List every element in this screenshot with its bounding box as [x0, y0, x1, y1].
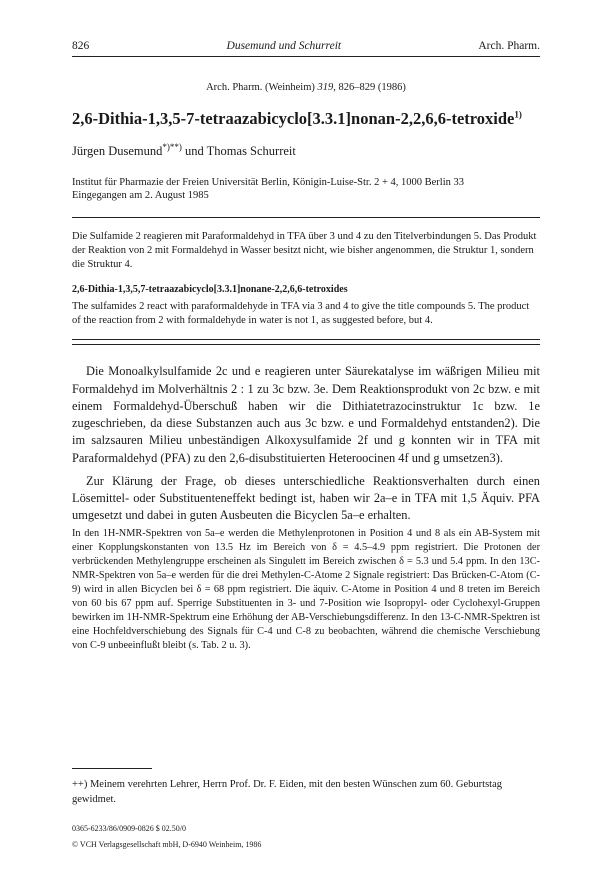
affiliation-address: Institut für Pharmazie der Freien Universität Berlin, Königin-Luise-Str. 2 + 4, 1000 Berlin 33 [72, 176, 465, 188]
journal-name: Arch. Pharm. [478, 40, 540, 52]
issn-line: 0365-6233/86/0909-0826 $ 02.50/0 [72, 824, 186, 834]
body-paragraph: Die Monoalkylsulfamide 2c und e reagieren unter Säurekatalyse im wäßrigen Milieu mit Formaldehyd im Molverhältnis 2 : 1 zu 3c bzw. 3e. Dem Reaktionsprodukt von 2c bzw. e mit einem Formaldehyd-Überschuß haben wir die Dithiatetrazocinstruktur 1c bzw. 1e zugeschrieben, da diese Substanzen auch aus 3c bzw. e und Formaldehyd entstanden2). Die im salzsauren Milieu unbeständigen Alkoxysulfamide 2f und g konnten wir in TFA mit Paraformaldehyd (PFA) zu den 2,6-disubstituierten Heteroocinen 4f und g umsetzen3). [72, 364, 540, 465]
citation: Arch. Pharm. (Weinheim) 319, 826–829 (1986) [206, 82, 406, 93]
page-number: 826 [72, 40, 90, 52]
article-title: 2,6-Dithia-1,3,5-7-tetraazabicyclo[3.3.1]nonan-2,2,6,6-tetroxide$^{1)}$ [72, 109, 522, 128]
body-paragraph-small: In den 1H-NMR-Spektren von 5a–e werden die Methylenprotonen in Position 4 und 8 als ein AB-System mit einer Kopplungskonstanten von 13.5 Hz im Bereich von δ = 4.5–4.9 ppm registriert. Die Protonen der verbrückenden Methylengruppe erscheinen als Singulett im Bereich zwischen δ = 5.3 und 5.4 ppm. In den 13C-NMR-Spektren von 5a–e werden für die drei Methylen-C-Atome 2 Signale registriert: Das Brücken-C-Atom (C-9) wird in allen Bicyclen bei δ = 68 ppm registriert. Die äquiv. C-Atome in Position 4 und 8 treten im Bereich von 60 bis 67 ppm auf. Sperrige Substituenten in 3- und 7-Position wie Isopropyl- oder Cyclohexyl-Gruppen bewirken im 1H-NMR-Spektrum eine Erhöhung der AB-Verschiebungsdifferenz. In den 13-C-NMR-Spektren ist eine Hochfeldverschiebung des Signals für C-4 und C-8 zu beobachten, während die chemische Verschiebung von C-9 unbeeinflußt bleibt (s. Tab. 2 u. 3). [72, 528, 540, 651]
page [72, 40, 540, 652]
english-title: 2,6-Dithia-1,3,5,7-tetraazabicyclo[3.3.1]nonane-2,2,6,6-tetroxides [72, 283, 348, 295]
divider [72, 217, 540, 218]
abstract-german: Die Sulfamide 2 reagieren mit Paraformaldehyd in TFA über 3 und 4 zu den Titelverbindungen 5. Das Produkt der Reaktion von 2 mit Formaldehyd in Wasser besitzt nicht, wie bisher angenommen, die Struktur 1, sondern die Struktur 4. [72, 231, 537, 270]
authors: Jürgen Dusemund*)**) und Thomas Schurreit [72, 141, 296, 158]
received-date: Eingegangen am 2. August 1985 [72, 190, 209, 202]
running-title: Dusemund und Schurreit [226, 40, 342, 52]
footnote-divider [72, 768, 152, 769]
footnote: ++) Meinem verehrten Lehrer, Herrn Prof. Dr. F. Eiden, mit den besten Wünschen zum 60. Geburtstag gewidmet. [72, 779, 502, 805]
abstract-english: The sulfamides 2 react with paraformaldehyde in TFA via 3 and 4 to give the title compounds 5. The product of the reaction from 2 with formaldehyde in water is not 1, as suggested before, but 4. [72, 300, 530, 326]
affiliation [72, 176, 540, 203]
article-body [72, 363, 540, 652]
body-paragraph: Zur Klärung der Frage, ob dieses unterschiedliche Reaktionsverhalten durch einen Lösemittel- oder Substituenteneffekt bedingt ist, haben wir 2a–e in TFA mit 1,5 Äquiv. PFA umgesetzt und dabei in guten Ausbeuten die Bicyclen 5a–e erhalten. [72, 473, 540, 523]
divider [72, 339, 540, 340]
running-header [72, 40, 540, 57]
footer [72, 768, 540, 852]
citation-volume: 319 [317, 82, 334, 93]
copyright-line: © VCH Verlagsgesellschaft mbH, D-6940 Weinheim, 1986 [72, 839, 262, 849]
divider [72, 344, 540, 345]
